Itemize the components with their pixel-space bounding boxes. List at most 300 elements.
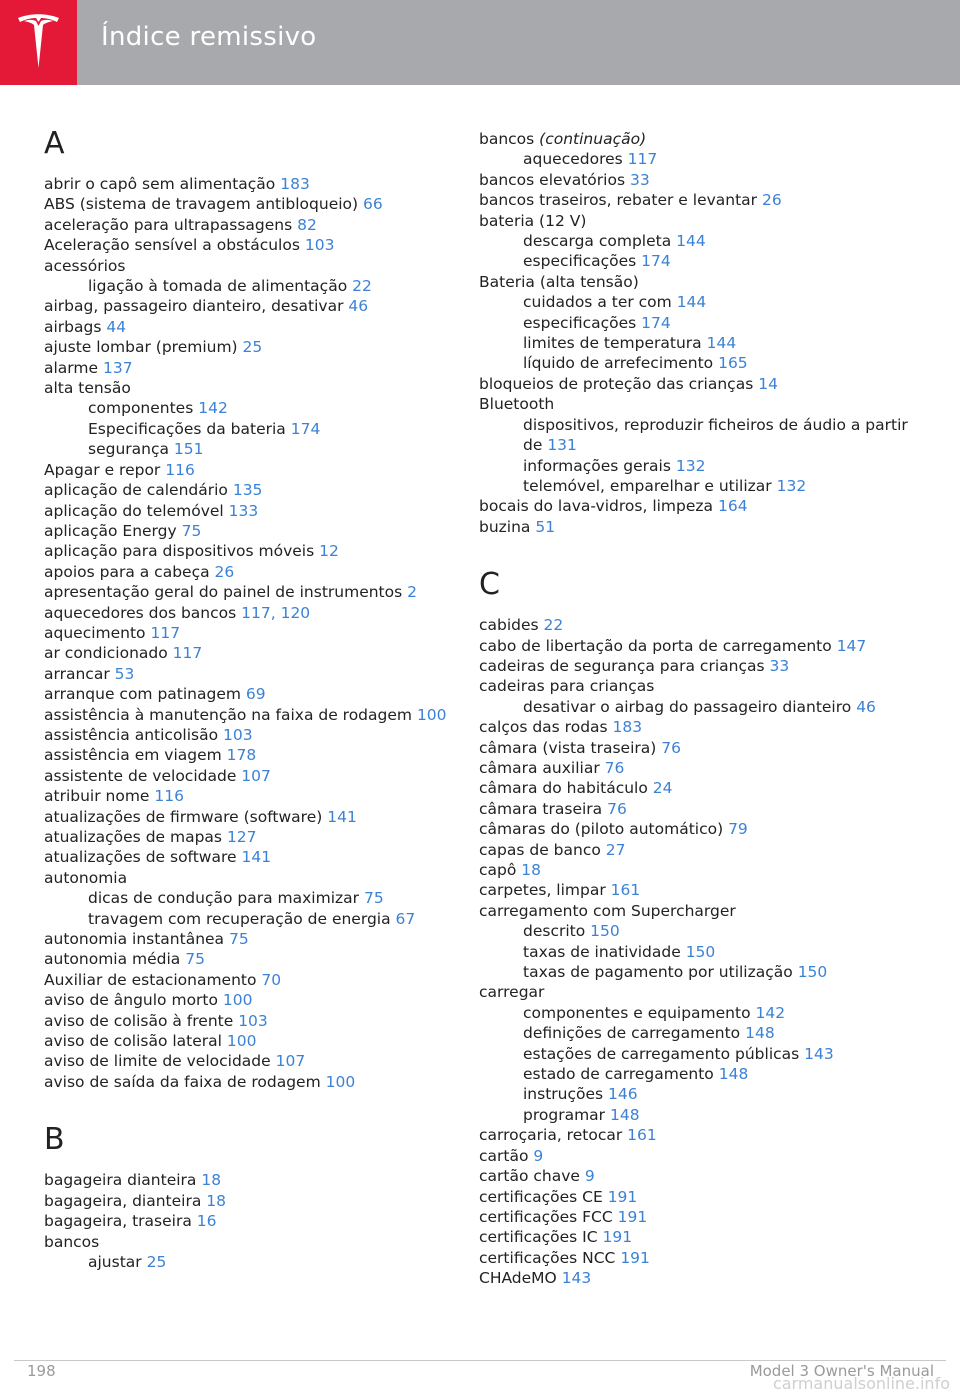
entry-label: segurança [88, 440, 174, 459]
index-subentry [44, 888, 474, 908]
entry-label: atualizações de mapas [44, 828, 227, 846]
page-reference-link[interactable]: 53 [114, 664, 135, 683]
page-reference-link[interactable]: 143 [561, 1269, 592, 1288]
page-reference-link[interactable]: 18 [206, 1191, 226, 1210]
entry-label: certificações NCC [479, 1248, 621, 1267]
page-reference-link[interactable]: 82 [297, 215, 317, 234]
entry-label: assistência à manutenção na faixa de rodagem [44, 705, 417, 724]
entry-label: cabides [479, 616, 544, 635]
page-reference-link[interactable]: 100 [416, 705, 447, 724]
page-reference-link[interactable]: 161 [627, 1126, 657, 1145]
index-subentry [479, 149, 909, 169]
entry-label: cuidados a ter com [523, 293, 677, 312]
page-reference-link[interactable]: 116 [154, 787, 184, 806]
entry-label: telemóvel, emparelhar e utilizar [523, 476, 777, 495]
entry-label: arrancar [44, 664, 115, 683]
entry-label: ajuste lombar (premium) [44, 338, 243, 357]
entry-label: airbags [44, 317, 107, 336]
index-entry [479, 758, 909, 778]
index-entry [44, 337, 474, 357]
entry-label: cartão [479, 1146, 534, 1165]
index-entry [44, 235, 474, 255]
page-reference-link[interactable]: 79 [728, 820, 748, 839]
page-reference-link[interactable]: 18 [201, 1171, 222, 1190]
footer-divider [14, 1360, 946, 1361]
page-reference-link[interactable]: 191 [607, 1187, 638, 1206]
index-entry [44, 358, 474, 378]
entry-label: componentes [88, 399, 199, 418]
entry-label: assistente de velocidade [44, 766, 242, 785]
brand-logo [0, 0, 77, 85]
page-reference-link[interactable]: 132 [675, 456, 706, 475]
page-reference-link[interactable]: 191 [620, 1248, 650, 1267]
entry-label: taxas de pagamento por utilização [523, 963, 798, 982]
index-subentry [479, 1023, 909, 1043]
entry-label: buzina [479, 517, 536, 536]
page-reference-link[interactable]: 33 [629, 170, 650, 189]
page-reference-link[interactable]: 100 [226, 1032, 257, 1051]
page-reference-link[interactable]: 75 [181, 521, 202, 540]
page-reference-link[interactable]: 76 [661, 738, 681, 757]
page-reference-link[interactable]: 174 [641, 252, 671, 271]
page-reference-link[interactable]: 100 [222, 991, 253, 1010]
index-entry [44, 827, 474, 847]
page-reference-link[interactable]: 150 [590, 922, 620, 941]
index-entry [44, 1072, 474, 1092]
index-entry [44, 582, 474, 602]
entry-label: alta tensão [44, 379, 131, 398]
entry-label: especificações [523, 313, 642, 332]
index-entry [479, 190, 909, 210]
index-subentry [44, 276, 474, 296]
entry-label: certificações FCC [479, 1207, 618, 1226]
page-reference-link[interactable]: 174 [290, 419, 321, 438]
entry-label: programar [523, 1105, 610, 1124]
index-entry [479, 394, 909, 414]
page-reference-link[interactable]: 146 [608, 1085, 638, 1104]
page-title: Índice remissivo [101, 22, 317, 52]
page-reference-link[interactable]: 9 [533, 1146, 544, 1165]
index-entry [44, 868, 474, 888]
index-entry [479, 901, 909, 921]
entry-label: ar condicionado [44, 644, 173, 663]
index-entry [479, 1125, 909, 1145]
page-reference-link[interactable]: 150 [797, 963, 828, 982]
entry-label: abrir o capô sem alimentação [44, 175, 281, 193]
page-reference-link[interactable]: 143 [804, 1044, 834, 1063]
index-subentry [44, 909, 474, 929]
index-entry [44, 643, 474, 663]
index-entry [479, 717, 909, 737]
page-reference-link[interactable]: 183 [612, 718, 643, 737]
page-reference-link[interactable]: 164 [717, 497, 748, 516]
section-gap [479, 537, 909, 567]
entry-label: bagageira, traseira [44, 1212, 197, 1231]
entry-label: dispositivos, reproduzir ficheiros de áudio a partir de [523, 415, 908, 455]
index-entry [44, 194, 474, 214]
index-entry [479, 860, 909, 880]
page-reference-link[interactable]: 22 [543, 616, 564, 635]
index-entry [479, 211, 909, 231]
entry-label: atribuir nome [44, 787, 155, 806]
index-entry [44, 541, 474, 561]
section-gap [44, 1092, 474, 1122]
page-reference-link[interactable]: 178 [226, 746, 257, 765]
index-entry [44, 1211, 474, 1231]
page-reference-link[interactable]: 103 [304, 236, 335, 255]
entry-label: assistência anticolisão [44, 725, 224, 744]
entry-label: certificações CE [479, 1187, 608, 1206]
page-reference-link[interactable]: 18 [521, 861, 542, 879]
page-reference-link[interactable]: 117 [627, 150, 658, 169]
entry-label: aplicação de calendário [44, 481, 233, 500]
index-entry [44, 562, 474, 582]
page-reference-link[interactable]: 147 [836, 636, 867, 655]
entry-label: aquecedores [523, 150, 628, 169]
index-entry [479, 799, 909, 819]
index-entry [479, 170, 909, 190]
page-reference-link[interactable]: 66 [363, 195, 383, 214]
index-entry [44, 847, 474, 867]
entry-label: aviso de ângulo morto [44, 991, 223, 1010]
entry-label: bancos traseiros, rebater e levantar [479, 191, 762, 210]
index-entry [44, 603, 474, 623]
page-reference-link[interactable]: 46 [348, 297, 369, 316]
page-reference-link[interactable]: 161 [610, 881, 641, 900]
page-reference-link[interactable]: 141 [241, 848, 272, 867]
entry-label: bagageira, dianteira [44, 1191, 207, 1210]
entry-label: capas de banco [479, 840, 606, 859]
page-reference-link[interactable]: 148 [745, 1024, 775, 1043]
index-subentry [479, 415, 909, 456]
page-reference-link[interactable]: 70 [261, 970, 282, 989]
entry-label: definições de carregamento [523, 1024, 746, 1043]
index-entry [44, 1031, 474, 1051]
index-entry [44, 684, 474, 704]
index-subentry [479, 292, 909, 312]
entry-label: assistência em viagem [44, 746, 227, 765]
watermark: carmanualsonline.info [772, 1374, 950, 1393]
section-letter: B [44, 1122, 65, 1158]
index-entry [479, 656, 909, 676]
entry-label: cartão chave [479, 1167, 585, 1186]
index-entry [479, 1227, 909, 1247]
entry-label: descrito [523, 922, 591, 941]
index-subentry [479, 942, 909, 962]
entry-label: cadeiras para crianças [479, 677, 655, 696]
index-subentry [479, 1105, 909, 1125]
page-reference-link[interactable]: 24 [652, 779, 673, 798]
entry-label: aviso de colisão lateral [44, 1032, 227, 1051]
entry-label: atualizações de software [44, 848, 242, 867]
page-reference-link[interactable]: 150 [685, 942, 716, 961]
page-reference-link[interactable]: 117, 120 [241, 603, 311, 622]
index-subentry [44, 1252, 474, 1272]
page-reference-link[interactable]: 151 [173, 440, 204, 459]
page-reference-link[interactable]: 148 [609, 1105, 640, 1124]
entry-label: aviso de colisão à frente [44, 1011, 239, 1030]
entry-label: apresentação geral do painel de instrumentos [44, 583, 408, 602]
page-reference-link[interactable]: 103 [223, 725, 253, 744]
page-reference-link[interactable]: 76 [607, 799, 627, 818]
index-entry [44, 480, 474, 500]
index-entry [479, 738, 909, 758]
entry-label: carpetes, limpar [479, 881, 611, 900]
index-subentry [479, 456, 909, 476]
entry-label: estações de carregamento públicas [523, 1044, 805, 1063]
index-entry [44, 460, 474, 480]
index-entry [479, 374, 909, 394]
page-reference-link[interactable]: 127 [226, 828, 257, 846]
entry-label: carroçaria, retocar [479, 1126, 628, 1145]
page-reference-link[interactable]: 191 [602, 1228, 633, 1247]
page-reference-link[interactable]: 117 [150, 623, 181, 642]
index-entry [479, 1146, 909, 1166]
entry-label: acessórios [44, 256, 126, 275]
entry-label: dicas de condução para maximizar [88, 889, 364, 908]
index-entry [44, 1232, 474, 1252]
entry-label: alarme [44, 358, 103, 377]
page-reference-link[interactable]: 107 [275, 1052, 306, 1071]
entry-label: aceleração para ultrapassagens [44, 215, 298, 234]
index-entry [44, 1051, 474, 1071]
page-reference-link[interactable]: 46 [856, 697, 876, 716]
index-entry [44, 990, 474, 1010]
entry-label: aquecedores dos bancos [44, 603, 242, 622]
entry-label: Especificações da bateria [88, 419, 291, 438]
page-reference-link[interactable]: 75 [363, 889, 384, 908]
index-entry [44, 1191, 474, 1211]
index-subentry [479, 313, 909, 333]
entry-label: bateria (12 V) [479, 211, 587, 230]
index-entry [479, 778, 909, 798]
entry-label: ligação à tomada de alimentação [88, 277, 353, 296]
page-reference-link[interactable]: 25 [146, 1252, 167, 1271]
index-entry [44, 256, 474, 276]
page-reference-link[interactable]: 12 [319, 542, 339, 561]
entry-label: aplicação Energy [44, 521, 182, 540]
entry-label: travagem com recuperação de energia [88, 909, 396, 928]
index-entry [44, 705, 474, 725]
index-entry [44, 766, 474, 786]
entry-label: bagageira dianteira [44, 1171, 202, 1190]
page-reference-link[interactable]: 2 [407, 583, 417, 602]
entry-label: autonomia [44, 868, 128, 887]
index-entry [44, 970, 474, 990]
index-subentry [44, 398, 474, 418]
entry-label: instruções [523, 1085, 609, 1104]
page-reference-link[interactable]: 174 [641, 313, 671, 332]
entry-label: cadeiras de segurança para crianças [479, 656, 770, 675]
page-reference-link[interactable]: 137 [102, 358, 133, 377]
index-subentry [479, 697, 909, 717]
footer-manual-title: Model 3 Owner's Manual [749, 1362, 934, 1380]
index-subentry [479, 921, 909, 941]
entry-label: aplicação do telemóvel [44, 501, 229, 520]
entry-label: atualizações de firmware (software) [44, 807, 328, 826]
entry-label: Aceleração sensível a obstáculos [44, 236, 305, 255]
page-reference-link[interactable]: 142 [755, 1003, 786, 1022]
index-entry [479, 1166, 909, 1186]
index-entry [44, 1011, 474, 1031]
entry-label: apoios para a cabeça [44, 562, 215, 581]
index-subentry [479, 1044, 909, 1064]
entry-label: certificações IC [479, 1228, 603, 1247]
index-entry [479, 272, 909, 292]
entry-label: câmaras do (piloto automático) [479, 820, 729, 839]
entry-label: Apagar e repor [44, 460, 166, 479]
page-reference-link[interactable]: 144 [676, 293, 707, 312]
page-reference-link[interactable]: 141 [327, 807, 357, 826]
entry-label: autonomia instantânea [44, 930, 229, 949]
tesla-logo-icon [16, 14, 61, 70]
page-reference-link[interactable]: 116 [165, 460, 195, 479]
entry-label: componentes e equipamento [523, 1003, 756, 1022]
page-reference-link[interactable]: 142 [198, 399, 228, 418]
index-subentry [479, 962, 909, 982]
page-reference-link[interactable]: 191 [617, 1207, 648, 1226]
page-reference-link[interactable]: 44 [106, 317, 127, 336]
index-entry [44, 786, 474, 806]
entry-label: autonomia média [44, 950, 186, 969]
index-entry [44, 501, 474, 521]
index-entry [44, 929, 474, 949]
index-entry [44, 623, 474, 643]
page-reference-link[interactable]: 26 [761, 191, 782, 210]
page-reference-link[interactable]: 75 [185, 950, 205, 969]
entry-label: aquecimento [44, 623, 151, 642]
entry-label: Bateria (alta tensão) [479, 272, 639, 291]
entry-label: estado de carregamento [523, 1065, 719, 1084]
entry-label: bancos elevatórios [479, 170, 630, 189]
entry-label: câmara do habitáculo [479, 779, 653, 798]
page-reference-link[interactable]: 100 [325, 1072, 356, 1091]
index-entry [44, 745, 474, 765]
index-subentry [479, 333, 909, 353]
page-reference-link[interactable]: 131 [547, 436, 577, 455]
page-reference-link[interactable]: 22 [352, 277, 372, 296]
entry-label: Auxiliar de estacionamento [44, 970, 262, 989]
index-entry [479, 615, 909, 635]
entry-label: ajustar [88, 1252, 147, 1271]
index-entry [44, 807, 474, 827]
page-reference-link[interactable]: 183 [280, 175, 310, 193]
entry-label: informações gerais [523, 456, 676, 475]
entry-label: câmara auxiliar [479, 758, 605, 777]
entry-label: especificações [523, 252, 642, 271]
entry-label: cabo de libertação da porta de carregamento [479, 636, 837, 655]
page-reference-link[interactable]: 16 [196, 1212, 217, 1231]
page-reference-link[interactable]: 135 [232, 481, 263, 500]
index-subentry [479, 476, 909, 496]
page-reference-link[interactable]: 9 [584, 1167, 595, 1186]
page-reference-link[interactable]: 76 [604, 758, 625, 777]
index-entry [44, 174, 474, 194]
index-entry [44, 521, 474, 541]
index-column-right [479, 129, 909, 1289]
index-entry [44, 215, 474, 235]
entry-label: líquido de arrefecimento [523, 354, 719, 373]
entry-label: aplicação para dispositivos móveis [44, 542, 320, 561]
page-reference-link[interactable]: 51 [535, 517, 556, 536]
page-reference-link[interactable]: 132 [776, 476, 807, 495]
page-reference-link[interactable]: 26 [214, 562, 235, 581]
entry-label: descarga completa [523, 232, 677, 251]
entry-label: calços das rodas [479, 718, 613, 737]
index-entry [479, 819, 909, 839]
page-reference-link[interactable]: 27 [605, 840, 626, 859]
page-reference-link[interactable]: 75 [229, 930, 249, 949]
entry-label: carregamento com Supercharger [479, 901, 736, 920]
entry-label: câmara traseira [479, 799, 608, 818]
entry-label: bloqueios de proteção das crianças [479, 374, 759, 393]
index-column-left [44, 126, 474, 1272]
entry-label: bocais do lava-vidros, limpeza [479, 497, 718, 516]
entry-label: aviso de saída da faixa de rodagem [44, 1072, 326, 1091]
page-reference-link[interactable]: 67 [395, 909, 416, 928]
page-reference-link[interactable]: 144 [676, 232, 706, 251]
page-reference-link[interactable]: 69 [245, 685, 266, 704]
page-reference-link[interactable]: 165 [718, 354, 748, 373]
index-subentry [479, 1084, 909, 1104]
index-entry [479, 1187, 909, 1207]
entry-label: capô [479, 861, 522, 879]
page-reference-link[interactable]: 117 [172, 644, 203, 663]
page-header [0, 0, 960, 85]
index-subentry [479, 1003, 909, 1023]
page-reference-link[interactable]: 144 [706, 334, 737, 353]
index-entry [479, 880, 909, 900]
page-reference-link[interactable]: 148 [718, 1065, 749, 1084]
index-entry [44, 664, 474, 684]
page-reference-link[interactable]: 103 [238, 1011, 268, 1030]
entry-label: ABS (sistema de travagem antibloqueio) [44, 195, 363, 214]
entry-label: limites de temperatura [523, 334, 707, 353]
index-entry [479, 1268, 909, 1288]
section-letter: A [44, 126, 65, 161]
index-entry [44, 317, 474, 337]
page-reference-link[interactable]: 33 [769, 656, 790, 675]
entry-label: arranque com patinagem [44, 685, 246, 704]
page-reference-link[interactable]: 133 [228, 501, 259, 520]
footer-page-number: 198 [27, 1362, 56, 1380]
index-entry [479, 636, 909, 656]
index-entry [479, 517, 909, 537]
index-subentry [479, 231, 909, 251]
index-subentry [479, 353, 909, 373]
index-entry [44, 949, 474, 969]
index-entry [479, 982, 909, 1002]
index-entry [44, 1170, 474, 1190]
entry-label: carregar [479, 983, 545, 1002]
index-entry [479, 1207, 909, 1227]
entry-label: bancos [44, 1232, 100, 1251]
entry-label: airbag, passageiro dianteiro, desativar [44, 297, 349, 316]
page-reference-link[interactable]: 107 [241, 766, 271, 785]
index-entry [44, 725, 474, 745]
index-entry [479, 1248, 909, 1268]
entry-label: aviso de limite de velocidade [44, 1052, 276, 1071]
index-entry [479, 676, 909, 696]
entry-continuation: (continuação) [539, 130, 647, 148]
index-entry [44, 378, 474, 398]
entry-label: Bluetooth [479, 395, 555, 414]
index-entry [479, 129, 909, 149]
index-entry [479, 496, 909, 516]
page-reference-link[interactable]: 14 [758, 374, 778, 393]
index-subentry [479, 251, 909, 271]
page-reference-link[interactable]: 25 [242, 338, 263, 357]
